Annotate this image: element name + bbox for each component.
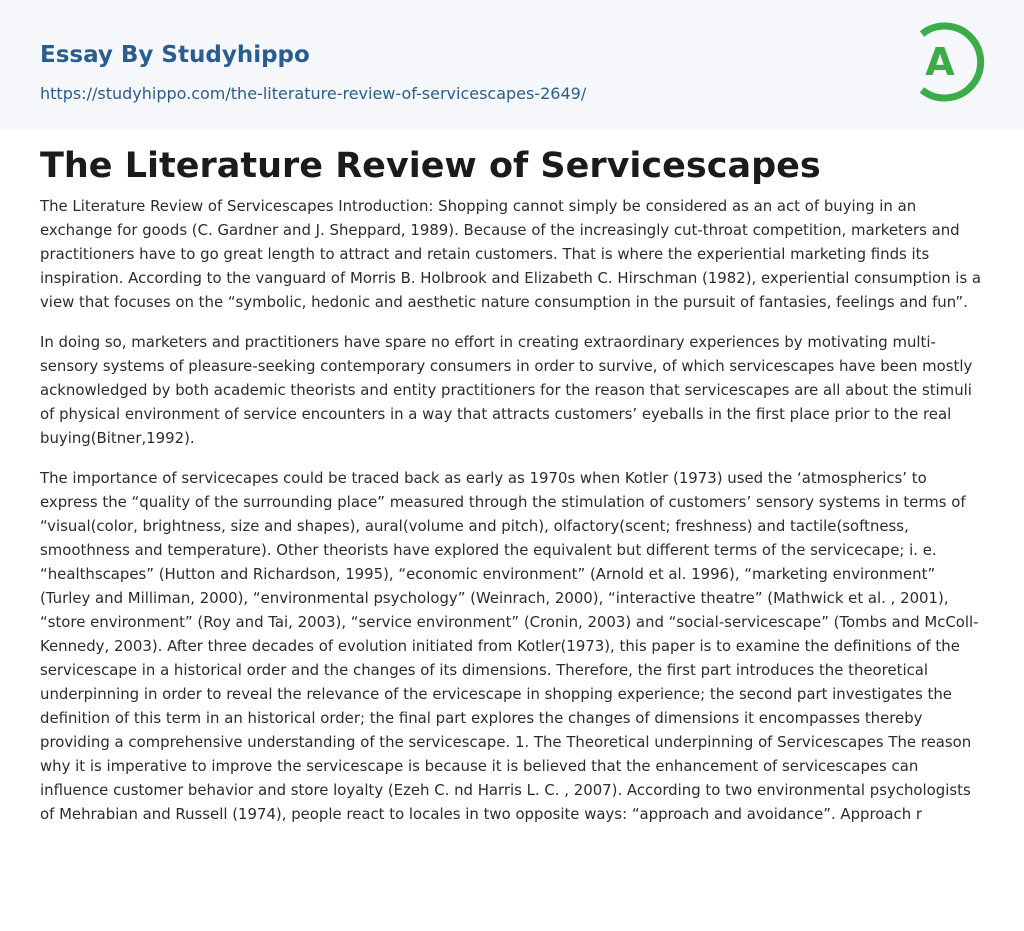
paragraph-1: The Literature Review of Servicescapes Introduction: Shopping cannot simply be considered as an act of buying in an exchange for goods (C. Gardner and J. Sheppard, 1989). Because of the increasingly cut-throat competition, marketers and practitioners have to go great length to attract and retain customers. That is where the experiential marketing finds its inspiration. According to the vanguard of Morris B. Holbrook and Elizabeth C. Hirschman (1982), experiential consumption is a view that focuses on the “symbolic, hedonic and aesthetic nature consumption in the pursuit of fantasies, feelings and fun”. xyxy=(40,197,982,311)
source-url-link[interactable]: https://studyhippo.com/the-literature-review-of-servicescapes-2649/ xyxy=(40,84,587,103)
article-title: The Literature Review of Servicescapes xyxy=(40,146,821,186)
circle-a-logo-icon[interactable] xyxy=(910,18,990,106)
site-header xyxy=(0,0,1024,129)
logo-letter: A xyxy=(925,40,955,84)
article-body xyxy=(40,194,986,842)
paragraph-3: The importance of servicecapes could be traced back as early as 1970s when Kotler (1973) used the ‘atmospherics’ to express the “quality of the surrounding place” measured through the stimulation of customers’ sensory systems in terms of “visual(color, brightness, size and shapes), aural(volume and pitch), olfactory(scent; freshness) and tactile(softness, smoothness and temperature). Other theorists have explored the equivalent but different terms of the servicecape; i. e. “healthscapes” (Hutton and Richardson, 1995), “economic environment” (Arnold et al. 1996), “marketing environment” (Turley and Milliman, 2000), “environmental psychology” (Weinrach, 2000), “interactive theatre” (Mathwick et al. , 2001), “store environment” (Roy and Tai, 2003), “service environment” (Cronin, 2003) and “social-servicescape” (Tombs and McColl-Kennedy, 2003). After three decades of evolution initiated from Kotler(1973), this paper is to examine the definitions of the servicescape in a historical order and the changes of its dimensions. Therefore, the first part introduces the theoretical underpinning in order to reveal the relevance of the ervicescape in shopping experience; the second part investigates the definition of this term in an historical order; the final part explores the changes of dimensions it encompasses thereby providing a comprehensive understanding of the servicescape. 1. The Theoretical underpinning of Servicescapes The reason why it is imperative to improve the servicescape is because it is believed that the enhancement of servicescapes can influence customer behavior and store loyalty (Ezeh C. nd Harris L. C. , 2007). According to two environmental psychologists of Mehrabian and Russell (1974), people react to locales in two opposite ways: “approach and avoidance”. Approach r xyxy=(40,469,979,823)
paragraph-2: In doing so, marketers and practitioners have spare no effort in creating extraordinary experiences by motivating multi-sensory systems of pleasure-seeking contemporary consumers in order to survive, of which servicescapes have been mostly acknowledged by both academic theorists and entity practitioners for the reason that servicescapes are all about the stimuli of physical environment of service encounters in a way that attracts customers’ eyeballs in the first place prior to the real buying(Bitner,1992). xyxy=(40,333,973,447)
brand-title[interactable]: Essay By Studyhippo xyxy=(40,42,310,68)
